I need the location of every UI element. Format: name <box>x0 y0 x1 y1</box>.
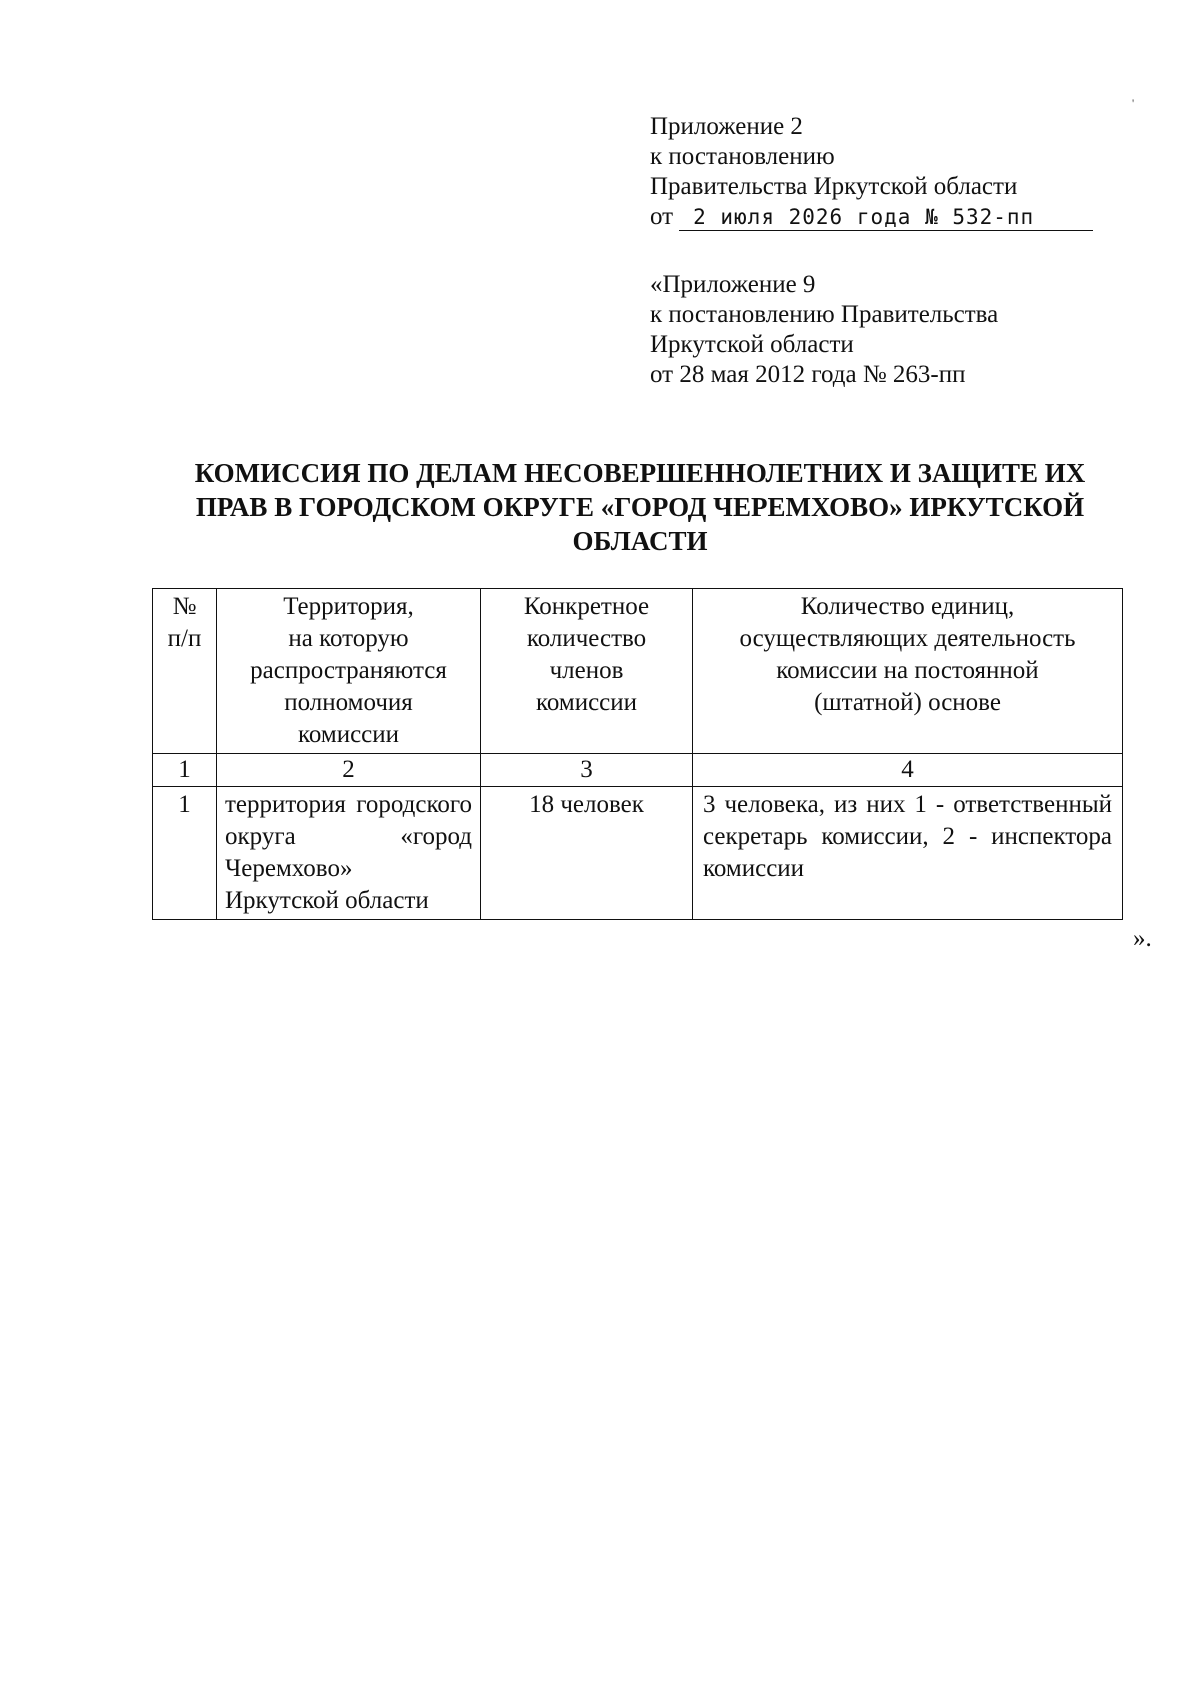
header-text: Количество единиц, <box>800 593 1015 620</box>
original-annex-stamp <box>650 270 998 390</box>
scan-speck: ' <box>1132 96 1135 110</box>
header-text: распространяются <box>250 657 447 684</box>
header-cell-members <box>481 589 693 754</box>
stamp-line: Приложение 2 <box>650 113 803 140</box>
header-cell-territory <box>217 589 481 754</box>
header-text: комиссии <box>535 689 638 716</box>
header-text: (штатной) основе <box>814 689 1001 716</box>
title-line: ПРАВ В ГОРОДСКОМ ОКРУГЕ «ГОРОД ЧЕРЕМХОВО» ИРКУТСКОЙ <box>195 492 1085 522</box>
members-cell: 18 человек <box>481 787 693 920</box>
document-title <box>140 456 1140 558</box>
title-line: ОБЛАСТИ <box>572 526 708 556</box>
column-number-row <box>153 754 1123 787</box>
header-text: на которую <box>288 625 409 652</box>
column-number: 1 <box>153 754 217 787</box>
stamp-line: «Приложение 9 <box>650 271 816 298</box>
approval-stamp <box>650 112 1093 232</box>
column-number: 4 <box>693 754 1123 787</box>
header-text: Территория, <box>283 593 414 620</box>
closing-quote: ». <box>1133 925 1152 952</box>
stamp-date-line <box>650 202 1093 232</box>
date-prefix: от <box>650 203 674 230</box>
table-header-row <box>153 589 1123 754</box>
header-text: № <box>172 593 197 620</box>
header-text: комиссии на постоянной <box>776 657 1039 684</box>
stamp-line: Иркутской области <box>650 331 854 358</box>
territory-cell: территория городского округа «город Черемхово» Иркутской области <box>217 787 481 920</box>
stamp-line: Правительства Иркутской области <box>650 173 1018 200</box>
header-text: количество <box>526 625 647 652</box>
header-cell-staff <box>693 589 1123 754</box>
stamp-line: от 28 мая 2012 года № 263-пп <box>650 361 966 388</box>
table-row <box>153 787 1123 920</box>
header-text: п/п <box>167 625 202 652</box>
stamp-line: к постановлению Правительства <box>650 301 999 328</box>
header-text: полномочия <box>284 689 413 716</box>
staff-cell: 3 человека, из них 1 - ответственный секретарь комиссии, 2 - инспектора комиссии <box>693 787 1123 920</box>
header-text: членов <box>549 657 624 684</box>
header-text: Конкретное <box>523 593 650 620</box>
date-field: 2 июля 2026 года № 532-пп <box>679 204 1093 231</box>
column-number: 2 <box>217 754 481 787</box>
commission-table <box>152 588 1123 920</box>
column-number: 3 <box>481 754 693 787</box>
row-number-cell: 1 <box>153 787 217 920</box>
header-cell-number <box>153 589 217 754</box>
header-text: комиссии <box>297 721 400 748</box>
title-line: КОМИССИЯ ПО ДЕЛАМ НЕСОВЕРШЕННОЛЕТНИХ И ЗАЩИТЕ ИХ <box>194 458 1086 488</box>
header-text: осуществляющих деятельность <box>739 625 1076 652</box>
stamp-line: к постановлению <box>650 143 835 170</box>
